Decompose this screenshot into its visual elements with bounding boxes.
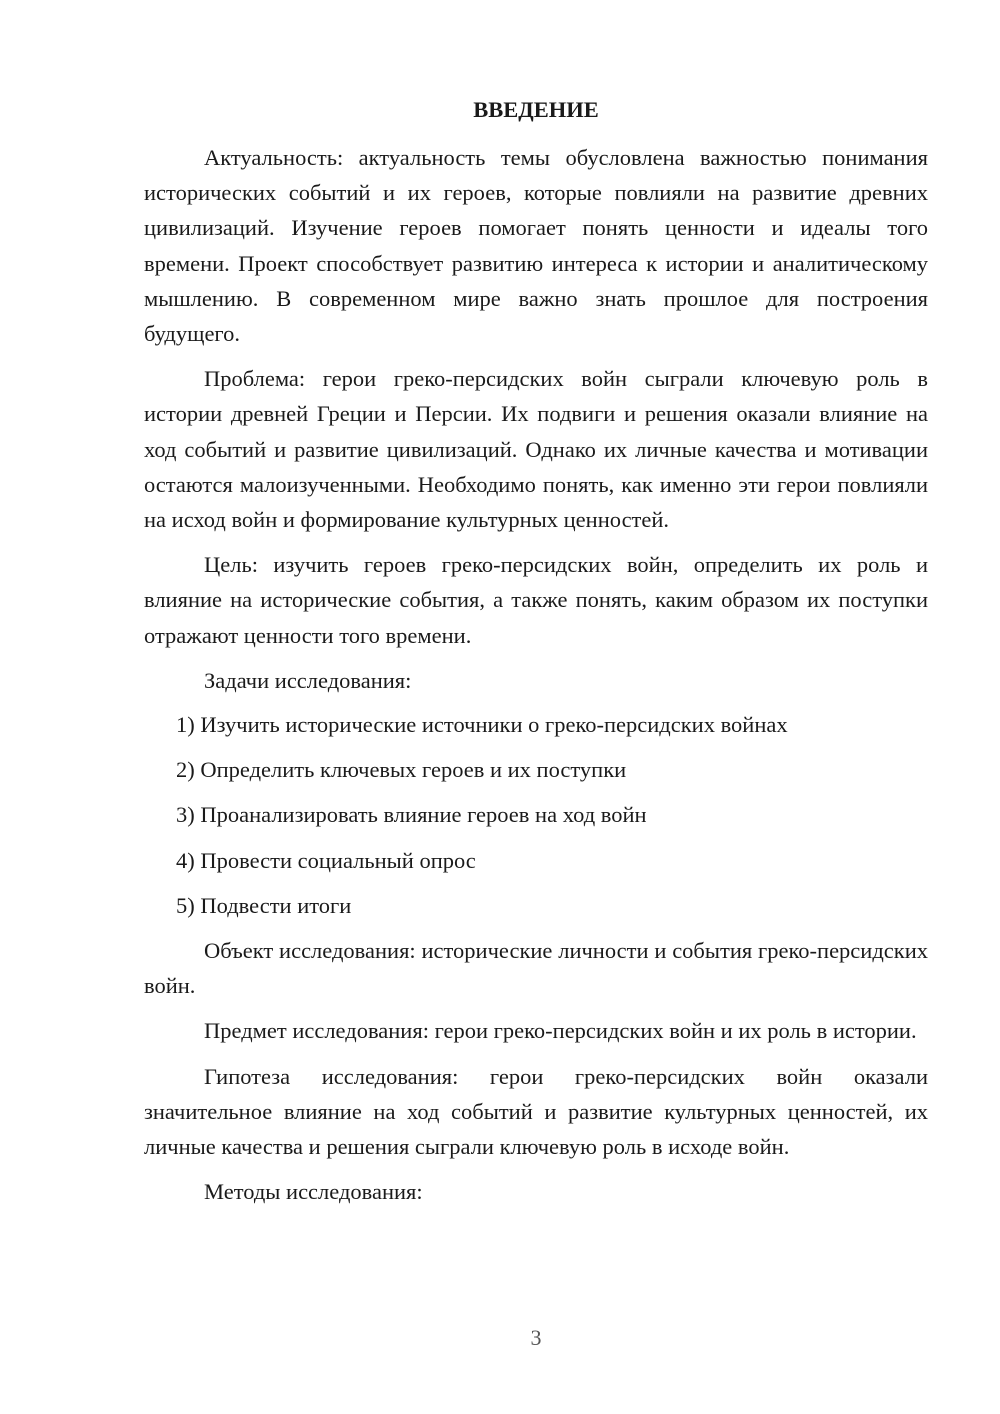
- list-item: 1) Изучить исторические источники о греко-персидских войнах: [176, 712, 788, 738]
- section-heading: ВВЕДЕНИЕ: [473, 97, 599, 122]
- page-content: [144, 94, 928, 1219]
- tasks-title: Задачи исследования:: [204, 667, 412, 693]
- list-item: 3) Проанализировать влияние героев на ход войн: [176, 802, 647, 828]
- problem-paragraph: Проблема: герои греко-персидских войн сыграли ключевую роль в истории древней Греции и Персии. Их подвиги и решения оказали влияние на ход событий и развитие цивилизаций. Однако их личные качества и мотивации остаются малоизученными. Необходимо понять, как именно эти герои повлияли на исход войн и формирование культурных ценностей.: [144, 366, 928, 533]
- methods-paragraph: Методы исследования:: [204, 1179, 423, 1205]
- list-item: 2) Определить ключевых героев и их поступки: [176, 757, 627, 783]
- list-item: 5) Подвести итоги: [176, 892, 352, 918]
- page-number: 3: [530, 1325, 542, 1350]
- relevance-paragraph: Актуальность: актуальность темы обусловлена важностью понимания исторических событий и их героев, которые повлияли на развитие древних цивилизаций. Изучение героев помогает понять ценности и идеалы того времени. Проект способствует развитию интереса к истории и аналитическому мышлению. В современном мире важно знать прошлое для построения будущего.: [144, 145, 928, 347]
- object-paragraph: Объект исследования: исторические личности и события греко-персидских войн.: [144, 938, 928, 999]
- hypothesis-paragraph: Гипотеза исследования: герои греко-персидских войн оказали значительное влияние на ход событий и развитие культурных ценностей, их личные качества и решения сыграли ключевую роль в исходе войн.: [144, 1063, 928, 1160]
- tasks-list: [144, 707, 928, 923]
- list-item: 4) Провести социальный опрос: [176, 847, 476, 873]
- subject-paragraph: Предмет исследования: герои греко-персидских войн и их роль в истории.: [204, 1018, 917, 1044]
- goal-paragraph: Цель: изучить героев греко-персидских войн, определить их роль и влияние на исторические события, а также понять, каким образом их поступки отражают ценности того времени.: [144, 552, 928, 648]
